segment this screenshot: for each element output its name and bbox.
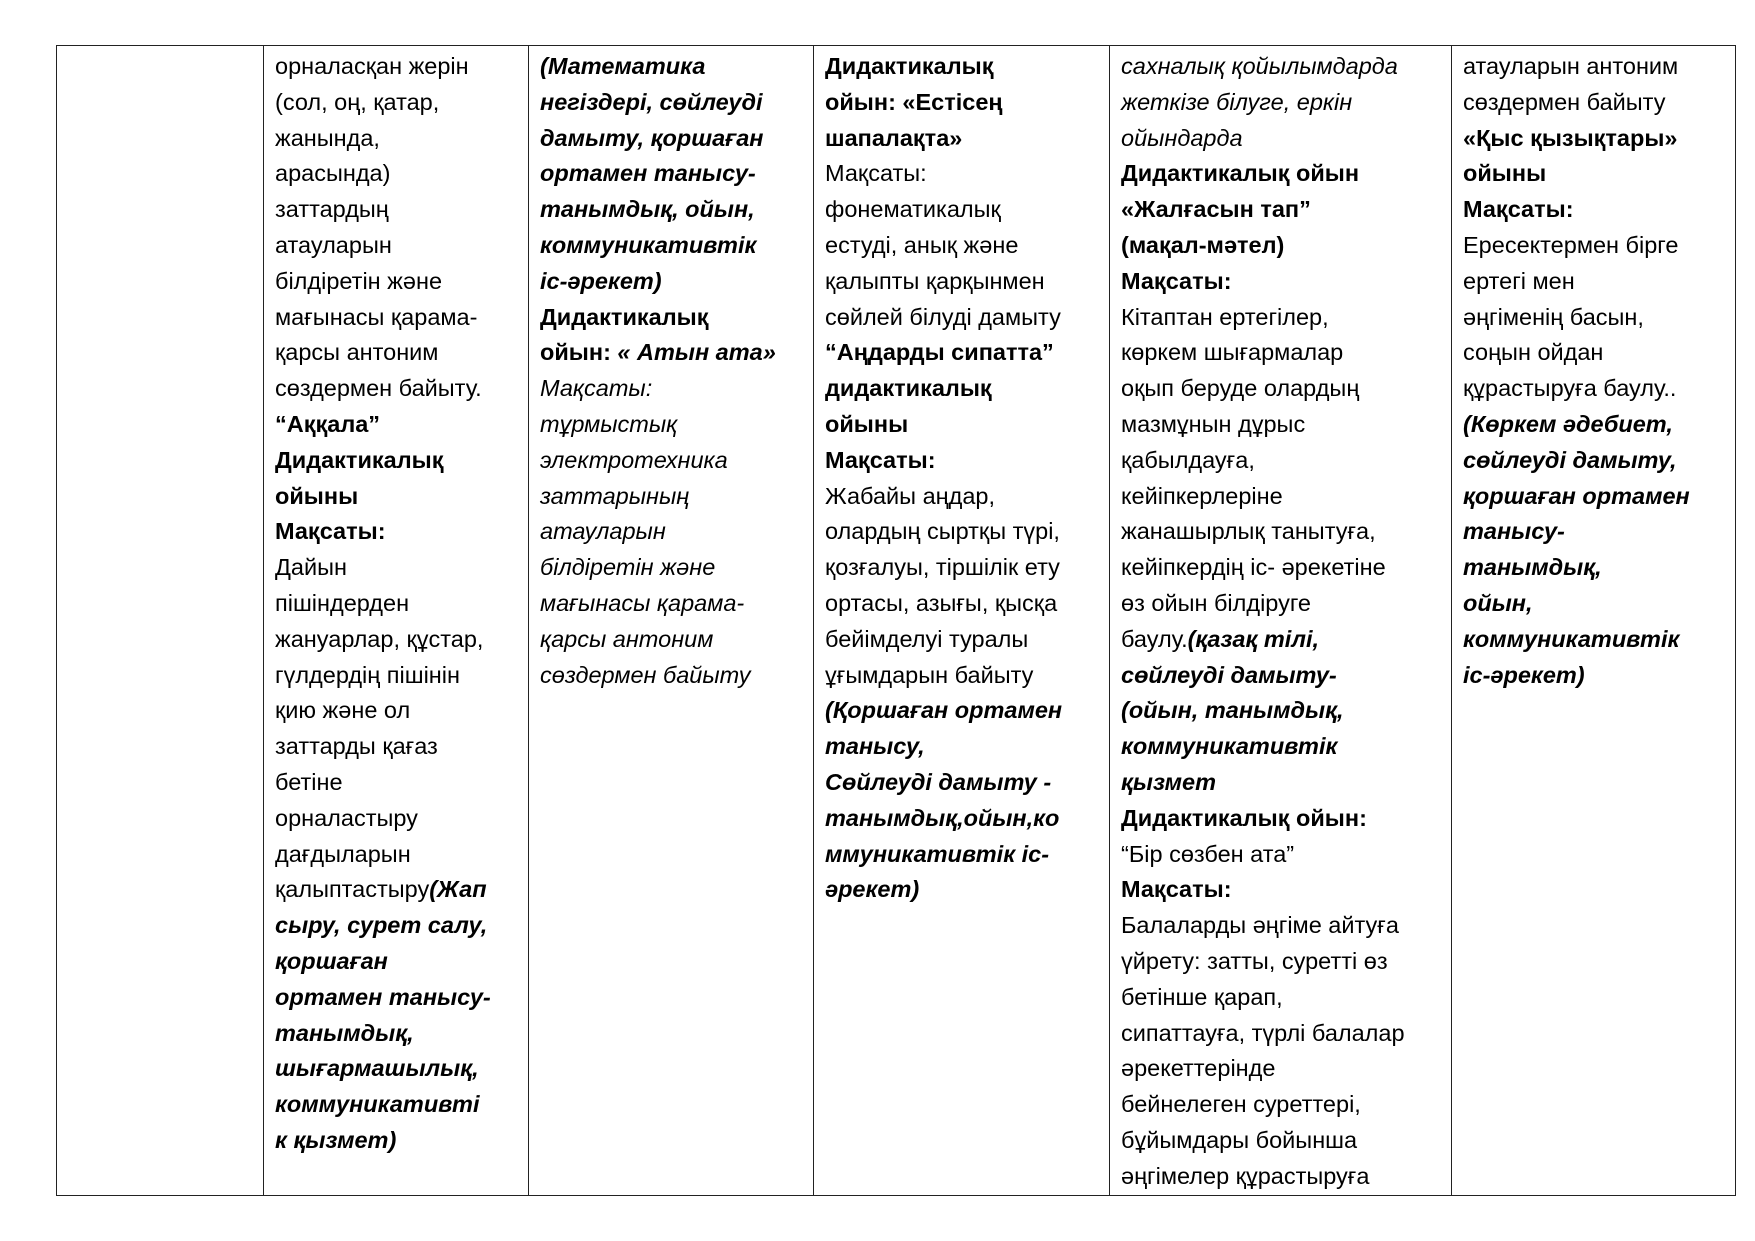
text-segment: орналастыру xyxy=(275,804,418,831)
text-line xyxy=(540,156,805,192)
text-line xyxy=(540,658,805,694)
text-line xyxy=(1121,622,1443,658)
text-line xyxy=(275,801,520,837)
table-cell-4 xyxy=(1110,46,1452,1196)
text-line xyxy=(540,550,805,586)
text-segment: қию және ол xyxy=(275,697,411,724)
text-line xyxy=(540,192,805,228)
text-segment: Дидактикалық xyxy=(275,446,444,473)
text-line xyxy=(1121,1123,1443,1159)
text-segment: гүлдердің пішінін xyxy=(275,661,460,688)
text-line xyxy=(275,228,520,264)
text-segment: “Бір сөзбен ата” xyxy=(1121,840,1295,867)
text-line xyxy=(1463,156,1727,192)
text-line xyxy=(825,121,1101,157)
text-line xyxy=(825,479,1101,515)
text-segment: ойындарда xyxy=(1121,124,1243,151)
text-segment: Балаларды әңгіме айтуға xyxy=(1121,912,1399,939)
text-segment: қарсы антоним xyxy=(275,339,439,366)
text-line xyxy=(275,944,520,980)
text-segment: негіздері, сөйлеуді xyxy=(540,88,763,115)
text-segment: іс-әрекет) xyxy=(1463,661,1585,688)
text-line xyxy=(1121,944,1443,980)
text-line xyxy=(540,371,805,407)
text-line xyxy=(540,264,805,300)
text-line xyxy=(275,156,520,192)
text-line xyxy=(1121,479,1443,515)
text-segment: атауларын xyxy=(540,518,666,545)
text-line xyxy=(540,228,805,264)
text-segment: соңын ойдан xyxy=(1463,339,1604,366)
text-segment: пішіндерден xyxy=(275,589,410,616)
text-line xyxy=(540,586,805,622)
lesson-plan-table xyxy=(56,45,1736,1196)
text-line xyxy=(275,1016,520,1052)
text-segment: заттарының xyxy=(540,482,690,509)
text-line xyxy=(1463,550,1727,586)
text-segment: сыру, сурет салу, xyxy=(275,912,488,939)
text-line xyxy=(1463,407,1727,443)
table-cell-3 xyxy=(814,46,1110,1196)
text-segment: к қызмет) xyxy=(275,1126,397,1153)
text-segment-emphasis: (Жап xyxy=(429,876,487,903)
text-segment: әңгіменің басын, xyxy=(1463,303,1644,330)
text-line xyxy=(825,264,1101,300)
text-segment: Дидактикалық xyxy=(825,53,994,79)
text-line xyxy=(1121,908,1443,944)
text-line xyxy=(1121,1087,1443,1123)
text-line xyxy=(825,192,1101,228)
text-segment: (сол, оң, қатар, xyxy=(275,88,440,115)
text-segment: бетінше қарап, xyxy=(1121,983,1283,1010)
table-cell-0 xyxy=(57,46,264,1196)
text-line xyxy=(825,550,1101,586)
text-segment: жануарлар, құстар, xyxy=(275,625,484,652)
text-line xyxy=(275,85,520,121)
text-segment: Ересектермен бірге xyxy=(1463,231,1679,258)
text-line xyxy=(1121,1016,1443,1052)
text-segment: (Қоршаған ортамен xyxy=(825,697,1063,724)
text-segment: бейнелеген суреттері, xyxy=(1121,1091,1361,1118)
text-segment: жеткізе білуге, еркін xyxy=(1121,88,1353,115)
text-line xyxy=(1463,658,1727,694)
text-segment: ұғымдарын байыту xyxy=(825,661,1034,688)
text-segment: үйрету: затты, суретті өз xyxy=(1121,947,1388,974)
text-line xyxy=(825,49,1101,85)
text-line xyxy=(540,479,805,515)
text-segment: сөздермен байыту xyxy=(540,661,751,688)
text-line xyxy=(1121,85,1443,121)
text-segment: дағдыларын xyxy=(275,840,411,867)
text-line xyxy=(1463,622,1727,658)
text-line xyxy=(1121,729,1443,765)
text-segment: шығармашылық, xyxy=(275,1055,479,1082)
text-line xyxy=(540,49,805,85)
text-line xyxy=(275,1051,520,1087)
text-segment: орналасқан жерін xyxy=(275,53,469,79)
text-line xyxy=(825,801,1101,837)
text-segment: Мақсаты: xyxy=(1121,876,1232,903)
text-line xyxy=(540,300,805,336)
text-segment: «Жалғасын тап” xyxy=(1121,196,1311,223)
text-segment: (мақал-мәтел) xyxy=(1121,231,1285,258)
text-segment: ортамен танысу- xyxy=(540,160,756,187)
text-segment: Мақсаты: xyxy=(275,518,386,545)
text-line xyxy=(1121,156,1443,192)
text-line xyxy=(1121,407,1443,443)
text-segment: мазмұнын дұрыс xyxy=(1121,410,1306,437)
text-segment: естуді, анық және xyxy=(825,231,1019,258)
text-line xyxy=(1121,1051,1443,1087)
text-line xyxy=(825,514,1101,550)
text-line xyxy=(1121,335,1443,371)
text-segment: оқып беруде олардың xyxy=(1121,375,1360,402)
text-segment: ойын, xyxy=(1463,589,1533,616)
text-segment: әңгімелер құрастыруға xyxy=(1121,1162,1370,1189)
text-segment: атауларын антоним xyxy=(1463,53,1679,79)
text-line xyxy=(540,622,805,658)
text-segment: сөздермен байыту xyxy=(1463,88,1666,115)
text-line xyxy=(275,658,520,694)
text-segment: бұйымдары бойынша xyxy=(1121,1126,1358,1153)
table-cell-5 xyxy=(1452,46,1736,1196)
text-line xyxy=(275,693,520,729)
text-line xyxy=(540,514,805,550)
text-segment: қалыптастыру xyxy=(275,876,430,903)
text-line xyxy=(1463,371,1727,407)
text-line xyxy=(1121,300,1443,336)
text-segment: ойыны xyxy=(275,482,359,509)
text-segment: дамыту, қоршаған xyxy=(540,124,764,151)
text-segment: бейімделуі туралы xyxy=(825,625,1029,652)
text-line xyxy=(825,729,1101,765)
text-segment: бетіне xyxy=(275,768,343,795)
text-segment: қозғалуы, тіршілік ету xyxy=(825,554,1060,581)
text-line xyxy=(1121,371,1443,407)
text-line xyxy=(1121,837,1443,873)
table-row xyxy=(57,46,1736,1196)
text-line xyxy=(1121,228,1443,264)
text-line xyxy=(1121,980,1443,1016)
text-line xyxy=(275,872,520,908)
text-line xyxy=(825,371,1101,407)
text-segment: Мақсаты: xyxy=(825,160,927,187)
text-line xyxy=(275,765,520,801)
text-line xyxy=(275,1087,520,1123)
text-line xyxy=(275,300,520,336)
text-segment: Кітаптан ертегілер, xyxy=(1121,303,1329,330)
text-segment: жанашырлық танытуға, xyxy=(1121,518,1376,545)
text-segment: танысу- xyxy=(1463,518,1565,545)
text-line xyxy=(275,264,520,300)
text-segment: танымдық, ойын, xyxy=(540,196,755,223)
text-line xyxy=(275,371,520,407)
text-line xyxy=(275,1123,520,1159)
text-segment: ойын: xyxy=(540,339,618,366)
text-segment: атауларын xyxy=(275,231,392,258)
text-segment: электротехника xyxy=(540,446,728,473)
text-segment: ертегі мен xyxy=(1463,267,1575,294)
text-segment: сөйлеуді дамыту, xyxy=(1463,446,1677,473)
text-segment: сахналық қойылымдарда xyxy=(1121,53,1398,79)
text-line xyxy=(1121,586,1443,622)
text-segment: білдіретін және xyxy=(540,554,716,581)
text-segment: білдіретін және xyxy=(275,267,443,294)
text-segment: ойын: «Естісең xyxy=(825,88,1003,115)
text-segment: ммуникативтік іс- xyxy=(825,840,1050,867)
text-line xyxy=(275,443,520,479)
text-line xyxy=(825,156,1101,192)
text-segment: Мақсаты: xyxy=(825,446,936,473)
text-segment-emphasis: « Атын ата» xyxy=(617,339,776,366)
text-segment: кейіпкердің іс- әрекетіне xyxy=(1121,554,1386,581)
text-segment: заттарды қағаз xyxy=(275,733,438,760)
text-segment: іс-әрекет) xyxy=(540,267,662,294)
text-line xyxy=(275,837,520,873)
text-segment: Дидактикалық ойын xyxy=(1121,160,1360,187)
text-line xyxy=(825,765,1101,801)
text-line xyxy=(825,622,1101,658)
text-segment: арасында) xyxy=(275,160,391,187)
text-segment: ойыны xyxy=(825,410,909,437)
text-segment: коммуникативтік xyxy=(1121,733,1338,760)
text-line xyxy=(275,586,520,622)
text-line xyxy=(825,407,1101,443)
text-line xyxy=(1121,49,1443,85)
text-segment: олардың сыртқы түрі, xyxy=(825,518,1060,545)
text-line xyxy=(825,586,1101,622)
text-segment: қызмет xyxy=(1121,768,1217,795)
text-line xyxy=(1121,801,1443,837)
text-line xyxy=(1463,514,1727,550)
text-segment: Дидактикалық xyxy=(540,303,709,330)
text-segment: коммуникативтік xyxy=(540,231,757,258)
text-line xyxy=(1463,228,1727,264)
text-segment: мағынасы қарама- xyxy=(540,589,745,616)
text-segment: Мақсаты: xyxy=(1463,196,1574,223)
text-line xyxy=(825,693,1101,729)
text-line xyxy=(1121,658,1443,694)
text-segment: баулу. xyxy=(1121,625,1188,652)
text-line xyxy=(540,407,805,443)
text-line xyxy=(825,443,1101,479)
text-line xyxy=(1463,85,1727,121)
text-segment: қарсы антоним xyxy=(540,625,714,652)
text-line xyxy=(1121,693,1443,729)
text-line xyxy=(1121,765,1443,801)
text-segment: әрекеттерінде xyxy=(1121,1055,1276,1082)
table-cell-2 xyxy=(529,46,814,1196)
text-segment: “Аққала” xyxy=(275,410,381,437)
text-line xyxy=(1121,121,1443,157)
text-segment: қоршаған ортамен xyxy=(1463,482,1690,509)
text-segment: қалыпты қарқынмен xyxy=(825,267,1045,294)
text-line xyxy=(275,121,520,157)
text-line xyxy=(1121,264,1443,300)
text-line xyxy=(540,85,805,121)
text-line xyxy=(1121,443,1443,479)
text-segment: әрекет) xyxy=(825,876,920,903)
text-line xyxy=(1121,550,1443,586)
text-segment: Жабайы аңдар, xyxy=(825,482,995,509)
text-line xyxy=(1463,479,1727,515)
text-line xyxy=(275,622,520,658)
text-segment: Мақсаты: xyxy=(540,375,653,402)
text-line xyxy=(275,514,520,550)
text-line xyxy=(1121,1159,1443,1195)
text-segment: ортамен танысу- xyxy=(275,983,491,1010)
text-line xyxy=(1121,872,1443,908)
text-segment: танысу, xyxy=(825,733,925,760)
text-line xyxy=(825,872,1101,908)
text-line xyxy=(1121,192,1443,228)
text-segment: танымдық, xyxy=(275,1019,414,1046)
text-segment: “Аңдарды сипатта” xyxy=(825,339,1054,366)
text-segment: танымдық,ойын,ко xyxy=(825,804,1060,831)
text-segment: құрастыруға баулу.. xyxy=(1463,375,1677,402)
text-segment: қоршаған xyxy=(275,947,388,974)
text-segment: мағынасы қарама- xyxy=(275,303,478,330)
text-line xyxy=(825,658,1101,694)
text-segment: қабылдауға, xyxy=(1121,446,1255,473)
text-line xyxy=(1463,586,1727,622)
text-segment: ойыны xyxy=(1463,160,1547,187)
table-cell-1 xyxy=(264,46,529,1196)
text-line xyxy=(275,908,520,944)
text-segment: жанында, xyxy=(275,124,380,151)
text-line xyxy=(1463,121,1727,157)
text-segment: Дайын xyxy=(275,554,347,581)
text-segment: сөйлей білуді дамыту xyxy=(825,303,1061,330)
text-line xyxy=(825,85,1101,121)
text-segment: (Математика xyxy=(540,53,706,79)
text-segment: ортасы, азығы, қысқа xyxy=(825,589,1058,616)
text-line xyxy=(275,980,520,1016)
text-segment: тұрмыстық xyxy=(540,410,678,437)
text-segment: (ойын, танымдық, xyxy=(1121,697,1344,724)
text-segment: көркем шығармалар xyxy=(1121,339,1344,366)
text-segment: фонематикалық xyxy=(825,196,1001,223)
text-line xyxy=(1463,443,1727,479)
text-line xyxy=(275,49,520,85)
text-segment: (Көркем әдебиет, xyxy=(1463,410,1673,437)
text-segment: сөйлеуді дамыту- xyxy=(1121,661,1337,688)
text-segment: өз ойын білдіруге xyxy=(1121,589,1311,616)
text-line xyxy=(1463,49,1727,85)
text-line xyxy=(275,335,520,371)
text-line xyxy=(275,479,520,515)
text-line xyxy=(1121,514,1443,550)
text-line xyxy=(825,228,1101,264)
text-line xyxy=(825,837,1101,873)
text-line xyxy=(1463,264,1727,300)
text-segment: заттардың xyxy=(275,196,389,223)
text-segment: коммуникативті xyxy=(275,1091,480,1118)
text-line xyxy=(825,300,1101,336)
text-line xyxy=(540,121,805,157)
text-segment: «Қыс қызықтары» xyxy=(1463,124,1678,151)
text-segment: шапалақта» xyxy=(825,124,963,151)
text-line xyxy=(275,550,520,586)
text-segment: коммуникативтік xyxy=(1463,625,1680,652)
text-line xyxy=(1463,192,1727,228)
text-line xyxy=(825,335,1101,371)
text-line xyxy=(275,192,520,228)
text-segment: сөздермен байыту. xyxy=(275,375,482,402)
text-segment: Сөйлеуді дамыту - xyxy=(825,768,1052,795)
text-segment: Дидактикалық ойын: xyxy=(1121,804,1367,831)
text-segment: кейіпкерлеріне xyxy=(1121,482,1283,509)
text-segment: дидактикалық xyxy=(825,375,992,402)
text-segment: сипаттауға, түрлі балалар xyxy=(1121,1019,1405,1046)
text-line xyxy=(275,407,520,443)
text-segment: Мақсаты: xyxy=(1121,267,1232,294)
text-line xyxy=(1463,300,1727,336)
text-line xyxy=(1463,335,1727,371)
text-segment-emphasis: (қазақ тілі, xyxy=(1187,625,1320,652)
text-line xyxy=(275,729,520,765)
text-segment: танымдық, xyxy=(1463,554,1602,581)
text-line xyxy=(540,335,805,371)
text-line xyxy=(540,443,805,479)
